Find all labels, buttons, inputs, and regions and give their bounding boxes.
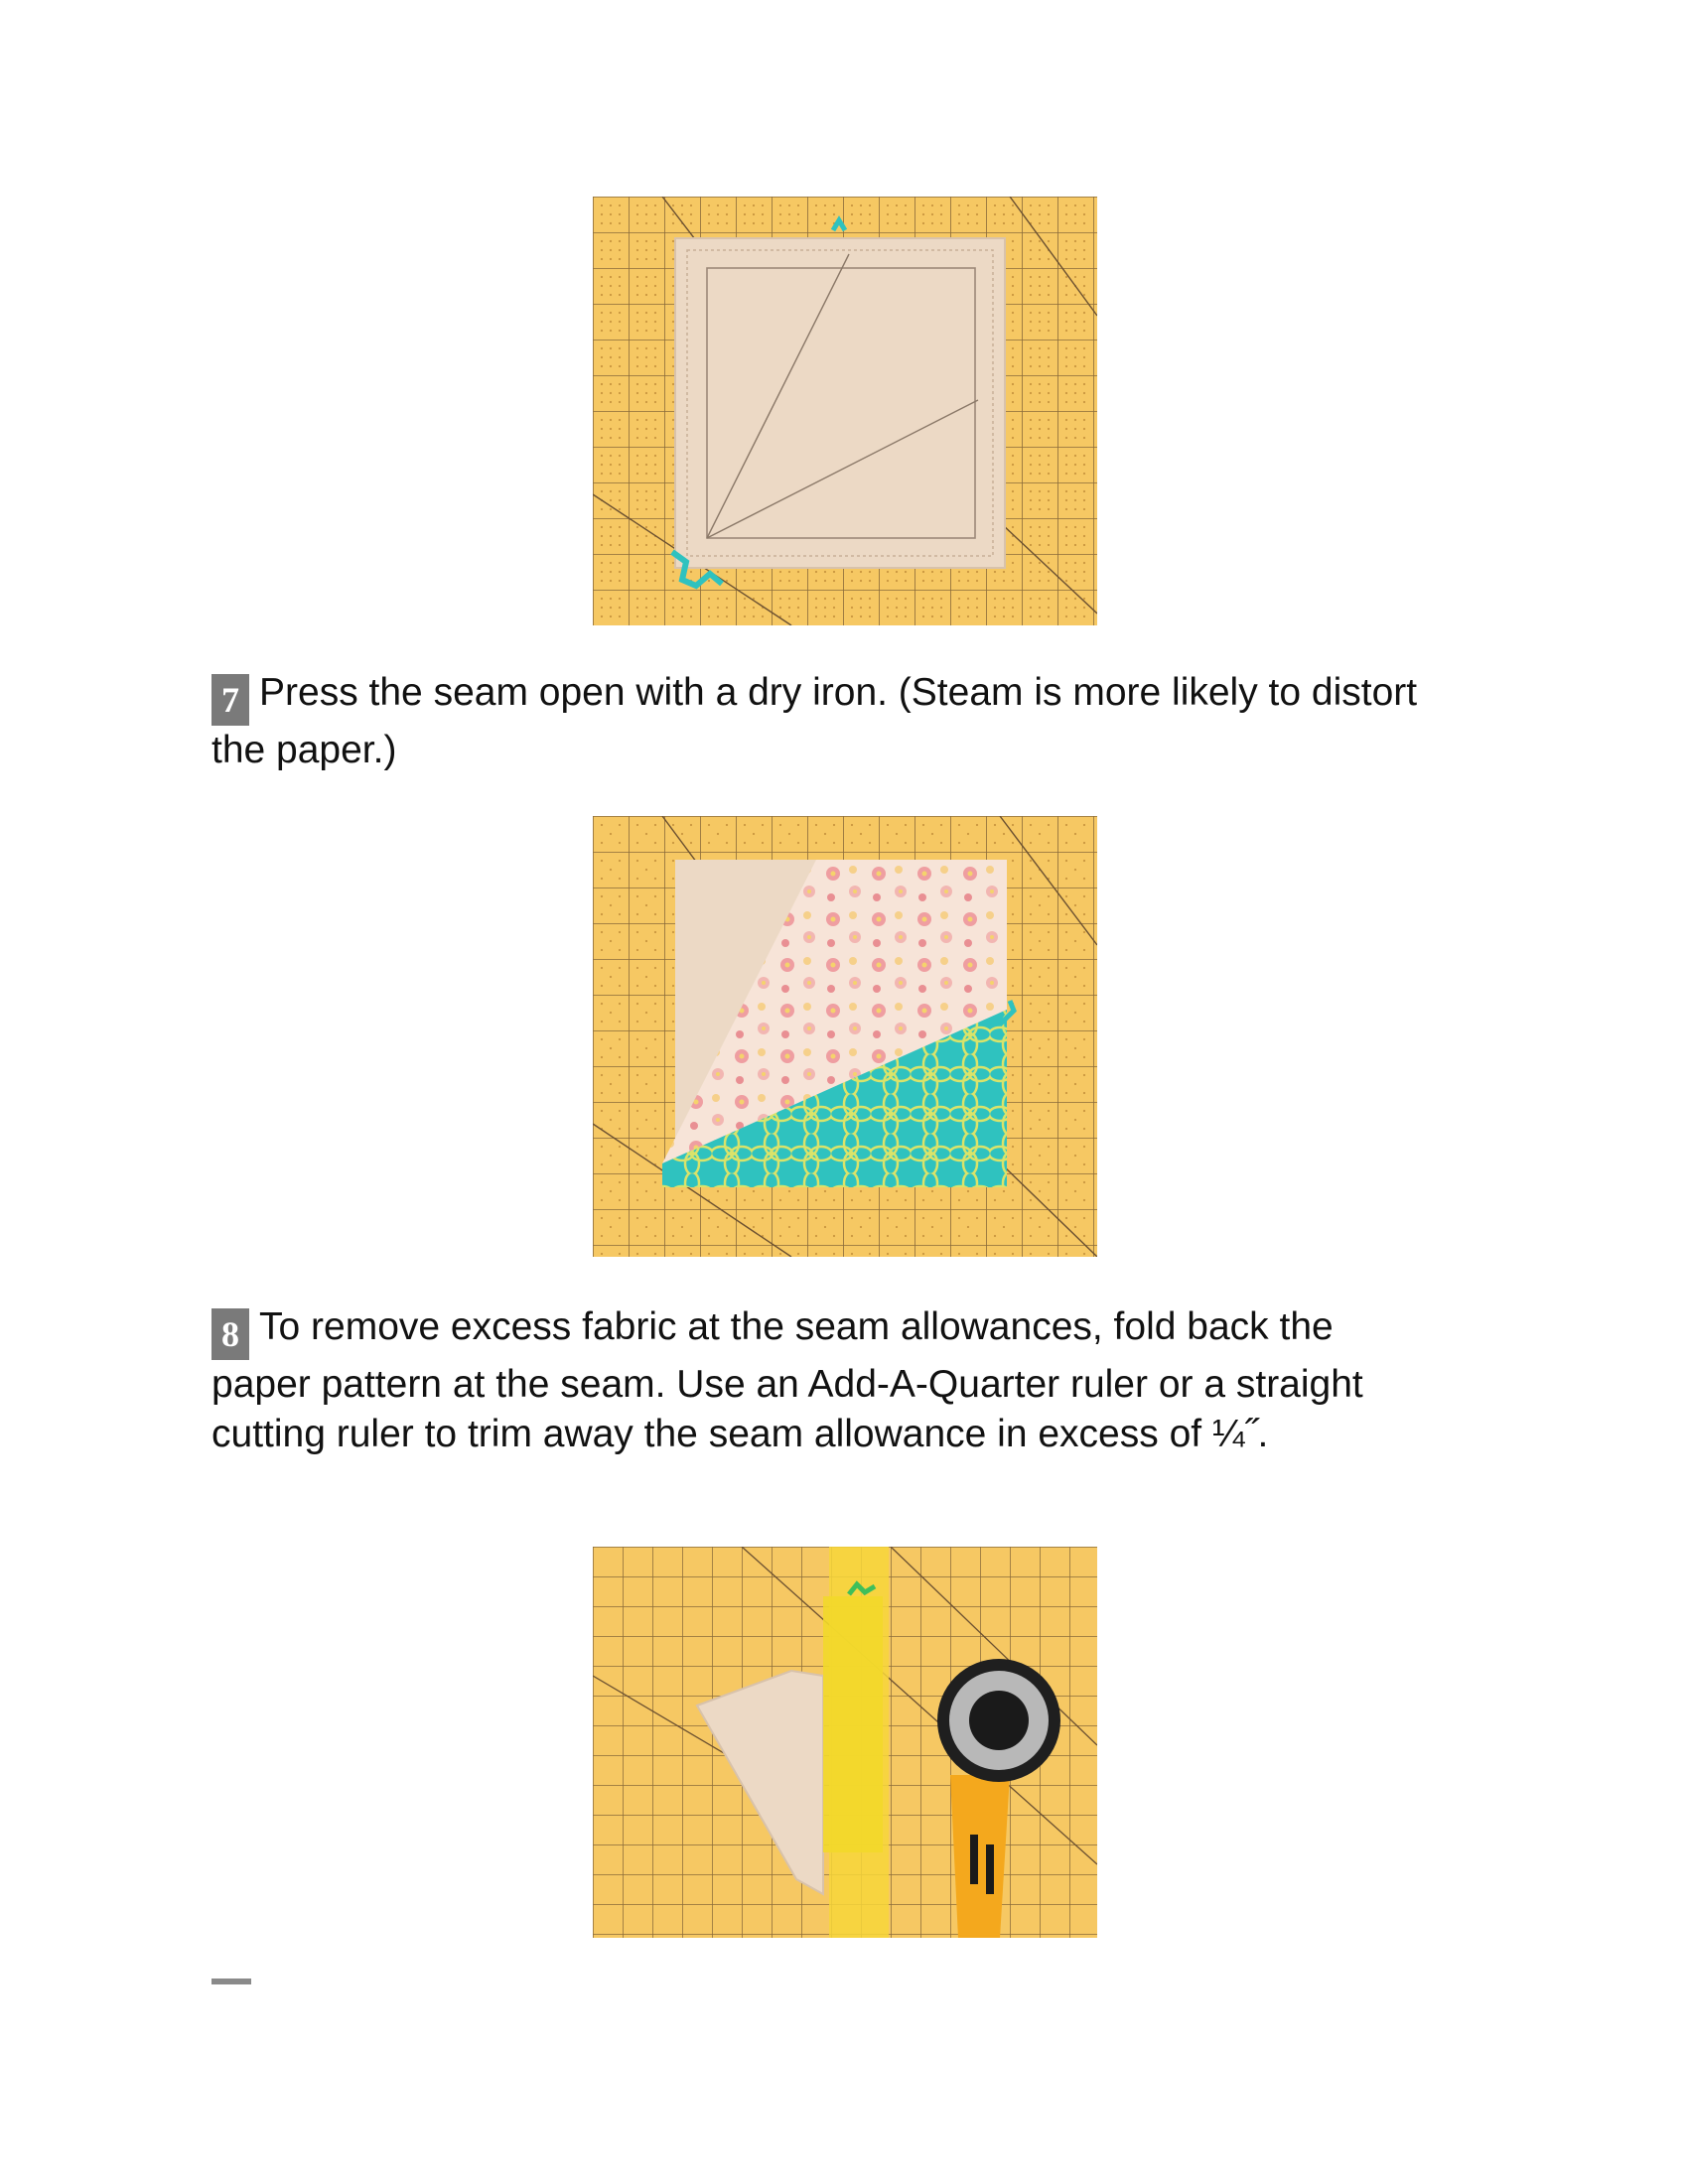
rotary-cutter-handle [950,1775,1010,1938]
photo-trimming [593,1547,1097,1938]
pressed-seam-illustration [593,816,1097,1257]
photo-paper-pattern [593,197,1097,625]
step-number-badge: 8 [211,1308,249,1360]
step-8 [211,1302,1443,1459]
step-7 [211,668,1443,775]
paper-pattern [675,238,1005,568]
step-text: Press the seam open with a dry iron. (Steam is more likely to distort the paper.) [211,671,1418,771]
step-text: To remove excess fabric at the seam allowances, fold back the paper pattern at the seam. Use an Add-A-Quarter ruler or a straight cutting ruler to trim away the seam allowance in excess of ¼˝. [211,1305,1363,1455]
step-number-badge: 7 [211,674,249,726]
ruler [823,1596,883,1852]
trimming-illustration [593,1547,1097,1938]
paper-pattern-illustration [593,197,1097,625]
photo-pressed-seam [593,816,1097,1257]
footer-dash [211,1979,251,1984]
